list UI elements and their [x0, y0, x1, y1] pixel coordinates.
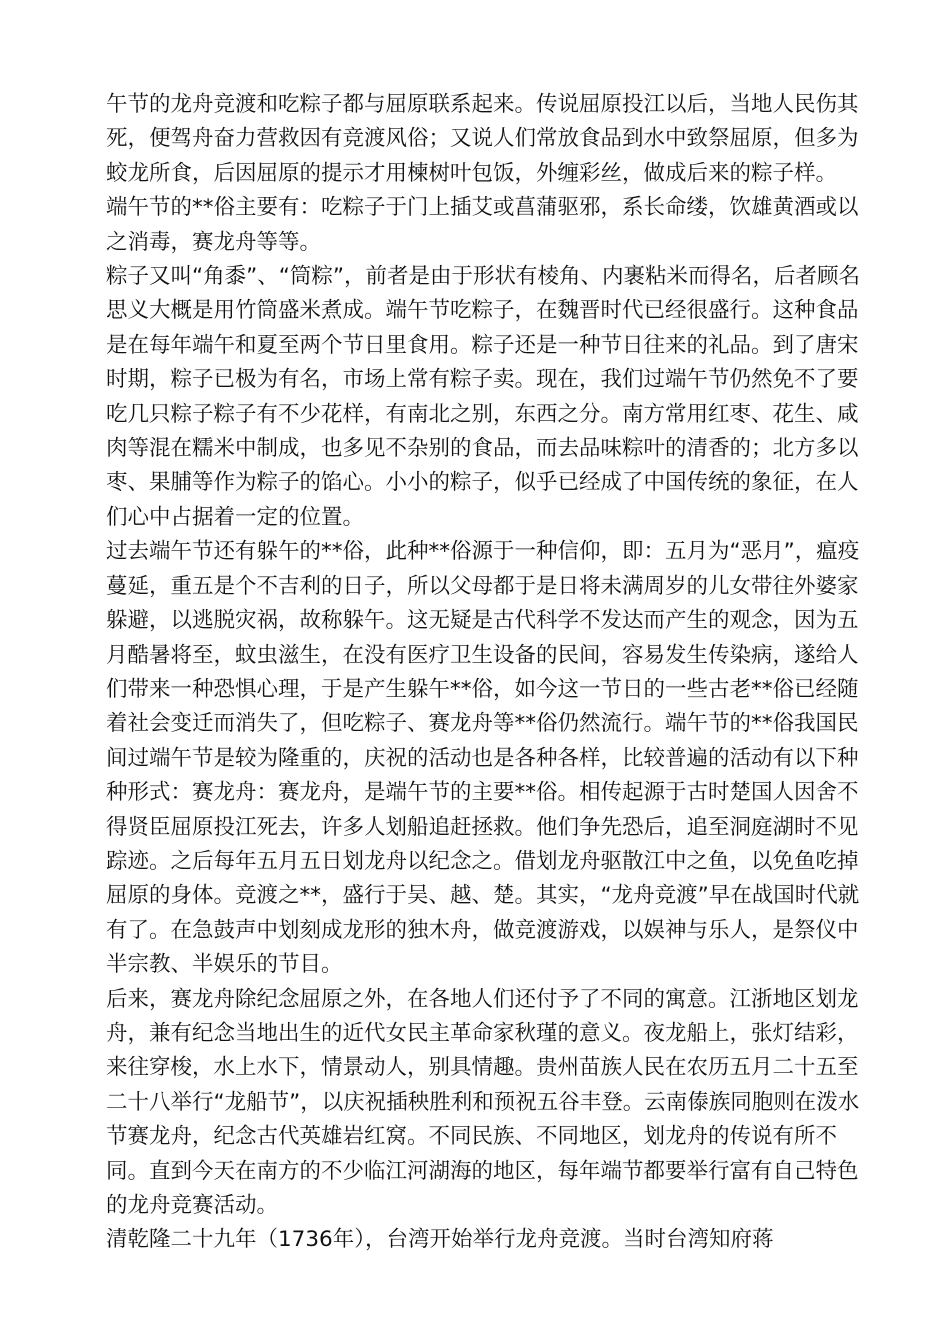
- paragraph-duowu-and-dragon-boat: 过去端午节还有躲午的**俗，此种**俗源于一种信仰，即：五月为“恶月”，瘟疫蔓延，重五是个不吉利的日子，所以父母都于是日将未满周岁的儿女带往外婆家躲避，以逃脱灾祸，故称躲午。这无疑是古代科学不发达而产生的观念，因为五月酷暑将至，蚊虫滋生，在没有医疗卫生设备的民间，容易发生传染病，遂给人们带来一种恐惧心理，于是产生躲午**俗，如今这一节日的一些古老**俗已经随着社会变迁而消失了，但吃粽子、赛龙舟等**俗仍然流行。端午节的**俗我国民间过端午节是较为隆重的，庆祝的活动也是各种各样，比较普遍的活动有以下种种形式：赛龙舟：赛龙舟，是端午节的主要**俗。相传起源于古时楚国人因舍不得贤臣屈原投江死去，许多人划船追赶拯救。他们争先恐后，追至洞庭湖时不见踪迹。之后每年五月五日划龙舟以纪念之。借划龙舟驱散江中之鱼，以免鱼吃掉屈原的身体。竞渡之**，盛行于吴、越、楚。其实，“龙舟竞渡”早在战国时代就有了。在急鼓声中划刻成龙形的独木舟，做竞渡游戏，以娱神与乐人，是祭仪中半宗教、半娱乐的节目。: [106, 539, 860, 978]
- body-text: [106, 88, 870, 1258]
- paragraph-zongzi: 粽子又叫“角黍”、“筒粽”，前者是由于形状有棱角、内裹粘米而得名，后者顾名思义大概是用竹筒盛米煮成。端午节吃粽子，在魏晋时代已经很盛行。这种食品是在每年端午和夏至两个节日里食用。粽子还是一种节日往来的礼品。到了唐宋时期，粽子已极为有名，市场上常有粽子卖。现在，我们过端午节仍然免不了要吃几只粽子粽子有不少花样，有南北之别，东西之分。南方常用红枣、花生、咸肉等混在糯米中制成，也多见不杂别的食品，而去品味粽叶的清香的；北方多以枣、果脯等作为粽子的馅心。小小的粽子，似乎已经成了中国传统的象征，在人们心中占据着一定的位置。: [106, 264, 861, 530]
- paragraph-taiwan-dragon-boat: 清乾隆二十九年（1736年），台湾开始举行龙舟竞渡。当时台湾知府蒋: [106, 1227, 774, 1253]
- paragraph-qu-yuan-origin: 午节的龙舟竞渡和吃粽子都与屈原联系起来。传说屈原投江以后，当地人民伤其死，便驾舟奋力营救因有竞渡风俗；又说人们常放食品到水中致祭屈原，但多为蛟龙所食，后因屈原的提示才用楝树叶包饭，外缠彩丝，做成后来的粽子样。: [106, 92, 859, 186]
- paragraph-customs-summary: 端午节的**俗主要有：吃粽子于门上插艾或菖蒲驱邪，系长命缕，饮雄黄酒或以之消毒，赛龙舟等等。: [106, 195, 859, 255]
- paragraph-regional-dragon-boat: 后来，赛龙舟除纪念屈原之外，在各地人们还付予了不同的寓意。江浙地区划龙舟，兼有纪念当地出生的近代女民主革命家秋瑾的意义。夜龙船上，张灯结彩，来往穿梭，水上水下，情景动人，别具情趣。贵州苗族人民在农历五月二十五至二十八举行“龙船节”，以庆祝插秧胜利和预祝五谷丰登。云南傣族同胞则在泼水节赛龙舟，纪念古代英雄岩红窝。不同民族、不同地区，划龙舟的传说有所不同。直到今天在南方的不少临江河湖海的地区，每年端节都要举行富有自己特色的龙舟竞赛活动。: [106, 986, 860, 1218]
